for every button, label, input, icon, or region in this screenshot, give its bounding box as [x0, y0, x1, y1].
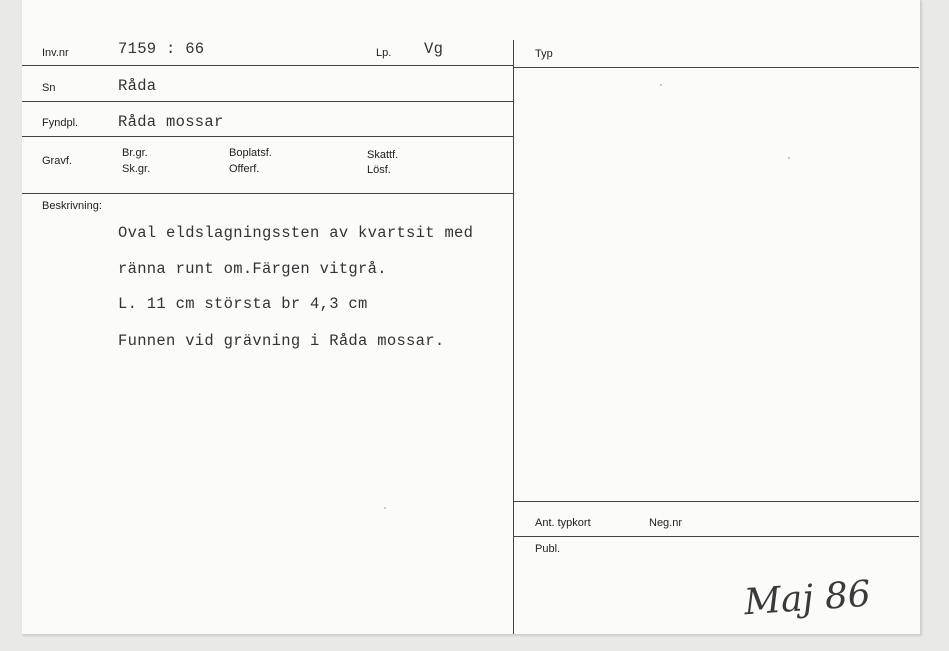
description-line-1: Oval eldslagningssten av kvartsit med [118, 224, 474, 242]
gravf-label: Gravf. [42, 155, 72, 167]
rule-typ [513, 67, 919, 68]
lp-label: Lp. [376, 47, 392, 59]
ant-typkort-label: Ant. typkort [535, 517, 591, 529]
fyndpl-label: Fyndpl. [42, 117, 79, 129]
paper-speck [660, 84, 662, 86]
description-line-4: Funnen vid grävning i Råda mossar. [118, 332, 445, 350]
fyndpl-value: Råda mossar [118, 113, 224, 131]
paper-speck [788, 157, 790, 159]
description-line-2: ränna runt om.Färgen vitgrå. [118, 260, 387, 278]
typ-label: Typ [535, 48, 553, 60]
rule-gravf [22, 193, 513, 194]
neg-nr-label: Neg.nr [649, 517, 683, 529]
br-gr-label: Br.gr. [122, 147, 148, 159]
sk-gr-label: Sk.gr. [122, 163, 151, 175]
column-divider [513, 40, 514, 634]
handwritten-date: Maj 86 [742, 573, 873, 624]
rule-sn [22, 101, 513, 102]
paper-speck [384, 507, 386, 509]
boplatsf-label: Boplatsf. [229, 147, 272, 159]
lp-value: Vg [424, 40, 444, 58]
rule-fyndpl [22, 136, 513, 137]
rule-typ-bottom [513, 501, 919, 502]
rule-ant-typkort [513, 536, 919, 537]
losf-label: Lösf. [367, 164, 391, 176]
description-line-3: L. 11 cm största br 4,3 cm [118, 295, 368, 313]
catalog-card [22, 0, 921, 635]
skattf-label: Skattf. [367, 149, 399, 161]
beskrivning-label: Beskrivning: [42, 200, 102, 212]
sn-value: Råda [118, 77, 157, 95]
offerf-label: Offerf. [229, 163, 260, 175]
inv-nr-value: 7159 : 66 [118, 40, 205, 58]
inv-nr-label: Inv.nr [42, 47, 69, 59]
rule-inv [22, 65, 513, 66]
sn-label: Sn [42, 82, 56, 94]
publ-label: Publ. [535, 543, 561, 555]
